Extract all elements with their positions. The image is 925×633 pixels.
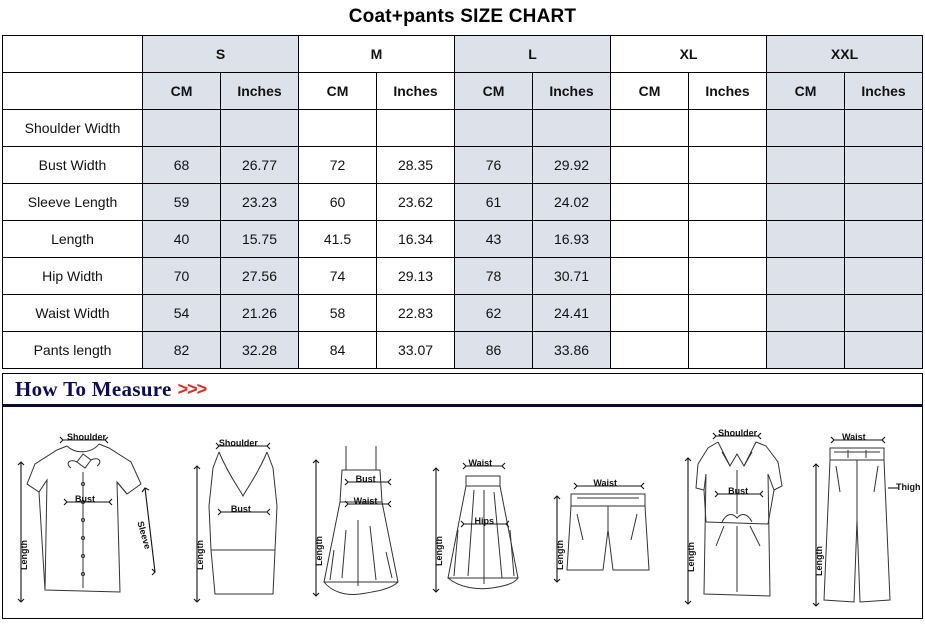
unit-xxl-cm: CM <box>767 73 845 110</box>
cell: 33.86 <box>533 332 611 369</box>
figure-label-bust: Bust <box>728 486 749 496</box>
table-row <box>3 147 923 184</box>
table-row <box>3 332 923 369</box>
cell: 59 <box>143 184 221 221</box>
figure-tank-top <box>181 410 301 618</box>
cell <box>533 110 611 147</box>
cell <box>611 332 689 369</box>
cell: 54 <box>143 295 221 332</box>
figure-label-length: Length <box>686 542 697 572</box>
cell: 74 <box>299 258 377 295</box>
chevron-right-icon: >>> <box>177 378 207 399</box>
unit-xl-inches: Inches <box>689 73 767 110</box>
cell <box>689 221 767 258</box>
cell <box>143 110 221 147</box>
table-row-unit-headers <box>3 73 923 110</box>
cell <box>767 221 845 258</box>
figure-label-bust: Bust <box>355 474 376 484</box>
cell: 22.83 <box>377 295 455 332</box>
cell <box>611 221 689 258</box>
unit-l-inches: Inches <box>533 73 611 110</box>
unit-m-cm: CM <box>299 73 377 110</box>
cell: 32.28 <box>221 332 299 369</box>
unit-s-inches: Inches <box>221 73 299 110</box>
measurement-figures <box>2 407 923 619</box>
cell <box>377 110 455 147</box>
table-row <box>3 221 923 258</box>
cell: 15.75 <box>221 221 299 258</box>
figure-label-waist: Waist <box>593 478 617 488</box>
figure-label-sleeve: Sleeve <box>135 520 153 551</box>
cell: 86 <box>455 332 533 369</box>
table-row-size-headers <box>3 36 923 73</box>
cell: 62 <box>455 295 533 332</box>
cell: 21.26 <box>221 295 299 332</box>
cell: 23.62 <box>377 184 455 221</box>
table-row <box>3 295 923 332</box>
cell: 72 <box>299 147 377 184</box>
figure-pants <box>800 410 920 618</box>
cell: 82 <box>143 332 221 369</box>
figure-label-waist: Waist <box>468 458 493 468</box>
how-to-measure-heading: How To Measure <box>15 376 172 401</box>
row-label: Length <box>3 221 143 258</box>
figure-label-bust: Bust <box>230 504 251 514</box>
unit-xxl-inches: Inches <box>845 73 923 110</box>
cell: 58 <box>299 295 377 332</box>
cell <box>845 147 923 184</box>
figure-label-shoulder: Shoulder <box>218 438 258 448</box>
size-chart-table <box>2 35 923 369</box>
page-title: Coat+pants SIZE CHART <box>348 6 577 27</box>
cell: 60 <box>299 184 377 221</box>
cell <box>845 258 923 295</box>
figure-label-length: Length <box>434 536 445 566</box>
size-header-l: L <box>455 36 611 73</box>
table-row <box>3 110 923 147</box>
cell <box>845 221 923 258</box>
figure-label-thigh: Thigh <box>895 482 921 492</box>
cell: 40 <box>143 221 221 258</box>
cell <box>611 295 689 332</box>
cell: 68 <box>143 147 221 184</box>
row-label: Waist Width <box>3 295 143 332</box>
cell <box>221 110 299 147</box>
cell: 43 <box>455 221 533 258</box>
figure-label-length: Length <box>19 540 29 570</box>
figure-label-length: Length <box>313 536 324 566</box>
size-header-xxl: XXL <box>767 36 923 73</box>
how-to-measure-bar <box>2 373 923 407</box>
cell: 24.02 <box>533 184 611 221</box>
row-label: Hip Width <box>3 258 143 295</box>
figure-label-hips: Hips <box>474 516 494 526</box>
cell: 23.23 <box>221 184 299 221</box>
row-label: Bust Width <box>3 147 143 184</box>
cell <box>689 332 767 369</box>
cell <box>689 184 767 221</box>
cell: 16.34 <box>377 221 455 258</box>
cell <box>845 110 923 147</box>
unit-xl-cm: CM <box>611 73 689 110</box>
table-row <box>3 258 923 295</box>
figure-label-waist: Waist <box>353 496 378 506</box>
cell <box>299 110 377 147</box>
dress-diagram <box>302 410 422 615</box>
figure-shorts <box>543 410 673 618</box>
figure-dress <box>302 410 422 618</box>
cell: 78 <box>455 258 533 295</box>
cell: 70 <box>143 258 221 295</box>
figure-label-shoulder: Shoulder <box>718 428 758 438</box>
shorts-diagram <box>543 410 673 615</box>
cell <box>845 295 923 332</box>
cell: 84 <box>299 332 377 369</box>
cell <box>455 110 533 147</box>
cell <box>767 258 845 295</box>
cell: 28.35 <box>377 147 455 184</box>
cell: 33.07 <box>377 332 455 369</box>
figure-coat <box>674 410 799 618</box>
row-label: Sleeve Length <box>3 184 143 221</box>
coat-diagram <box>674 410 799 615</box>
cell: 29.13 <box>377 258 455 295</box>
figure-label-waist: Waist <box>841 432 866 442</box>
unit-m-inches: Inches <box>377 73 455 110</box>
cell <box>689 295 767 332</box>
unit-row-label <box>3 73 143 110</box>
size-header-m: M <box>299 36 455 73</box>
cell <box>767 295 845 332</box>
cell <box>611 184 689 221</box>
cell <box>767 110 845 147</box>
cell <box>845 184 923 221</box>
figure-label-length: Length <box>813 546 824 576</box>
figure-skirt <box>422 410 542 618</box>
cell <box>767 147 845 184</box>
figure-blouse <box>5 410 180 618</box>
unit-l-cm: CM <box>455 73 533 110</box>
cell <box>767 184 845 221</box>
size-header-s: S <box>143 36 299 73</box>
figure-label-shoulder: Shoulder <box>67 432 107 442</box>
table-row <box>3 184 923 221</box>
cell <box>611 110 689 147</box>
size-header-xl: XL <box>611 36 767 73</box>
figure-label-length: Length <box>194 540 205 570</box>
row-label: Pants length <box>3 332 143 369</box>
row-label-header <box>3 36 143 73</box>
cell <box>689 147 767 184</box>
skirt-diagram <box>422 410 542 615</box>
row-label: Shoulder Width <box>3 110 143 147</box>
cell <box>689 110 767 147</box>
cell: 27.56 <box>221 258 299 295</box>
cell: 61 <box>455 184 533 221</box>
cell: 30.71 <box>533 258 611 295</box>
figure-label-length: Length <box>555 540 566 570</box>
cell: 29.92 <box>533 147 611 184</box>
cell <box>611 258 689 295</box>
figure-label-bust: Bust <box>75 494 95 504</box>
cell: 24.41 <box>533 295 611 332</box>
cell: 26.77 <box>221 147 299 184</box>
cell: 16.93 <box>533 221 611 258</box>
cell: 41.5 <box>299 221 377 258</box>
cell <box>611 147 689 184</box>
cell <box>767 332 845 369</box>
cell <box>845 332 923 369</box>
cell <box>689 258 767 295</box>
cell: 76 <box>455 147 533 184</box>
unit-s-cm: CM <box>143 73 221 110</box>
